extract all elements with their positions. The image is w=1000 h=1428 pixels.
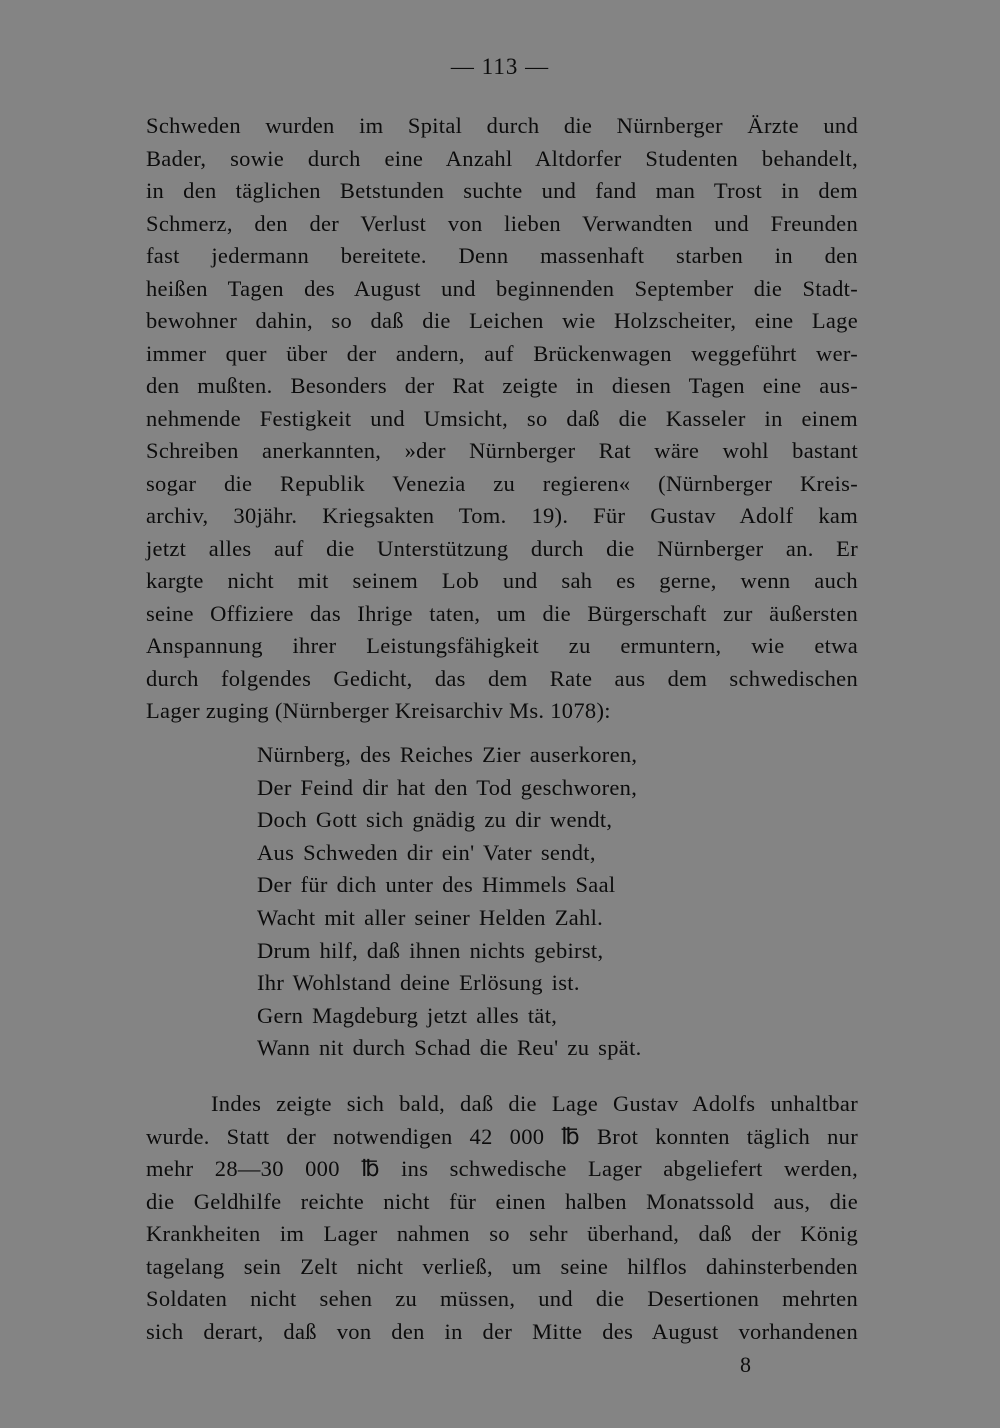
text-line: Krankheiten im Lager nahmen so sehr überhand, daß der König [146,1221,858,1246]
text-line: Anspannung ihrer Leistungsfähigkeit zu ermuntern, wie etwa [146,633,858,658]
poem-verse: Ihr Wohlstand deine Erlösung ist. [257,970,580,996]
poem-verse: Doch Gott sich gnädig zu dir wendt, [257,807,613,833]
text-line: durch folgendes Gedicht, das dem Rate aus dem schwedischen [146,665,858,691]
text-line: in den täglichen Betstunden suchte und fand man Trost in dem [146,178,858,203]
text-line: heißen Tagen des August und beginnenden September die Stadt- [146,275,858,301]
text-line: mehr 28—30 000 ℔ ins schwedische Lager abgeliefert werden, [146,1156,858,1181]
text-line: bewohner dahin, so daß die Leichen wie Holzscheiter, eine Lage [146,308,858,333]
text-line: fast jedermann bereitete. Denn massenhaft starben in den [146,243,858,268]
poem-verse: Wann nit durch Schad die Reu' zu spät. [257,1035,642,1061]
poem-verse: Wacht mit aller seiner Helden Zahl. [257,904,604,930]
page-number: — 113 — [450,54,550,79]
poem-verse: Der für dich unter des Himmels Saal [257,872,616,898]
poem-verse: Drum hilf, daß ihnen nichts gebirst, [257,937,604,963]
text-line: sich derart, daß von den in der Mitte des August vorhandenen [146,1318,858,1344]
text-line: sogar die Republik Venezia zu regieren« (Nürnberger Kreis- [146,470,858,496]
paragraph-2 [146,1088,858,1348]
paragraph-1 [146,110,858,728]
poem-verse: Aus Schweden dir ein' Vater sendt, [257,839,596,865]
text-line: seine Offiziere das Ihrige taten, um die Bürgerschaft zur äußersten [146,600,858,626]
text-line: immer quer über der andern, auf Brückenwagen weggeführt wer- [146,340,858,366]
text-line: tagelang sein Zelt nicht verließ, um seine hilflos dahinsterbenden [146,1253,858,1279]
poem-verse: Nürnberg, des Reiches Zier auserkoren, [257,742,638,767]
text-line: jetzt alles auf die Unterstützung durch die Nürnberger an. Er [146,535,858,561]
text-line: Lager zuging (Nürnberger Kreisarchiv Ms. 1078): [146,698,611,723]
text-line: wurde. Statt der notwendigen 42 000 ℔ Brot konnten täglich nur [146,1123,858,1149]
text-line: die Geldhilfe reichte nicht für einen halben Monatssold aus, die [146,1188,858,1214]
text-line: Indes zeigte sich bald, daß die Lage Gustav Adolfs unhaltbar [211,1091,858,1116]
text-line: Schweden wurden im Spital durch die Nürnberger Ärzte und [146,113,858,138]
signature-mark: 8 [740,1352,751,1377]
poem [257,739,642,1065]
text-line: den mußten. Besonders der Rat zeigte in diesen Tagen eine aus- [146,373,858,398]
poem-verse: Der Feind dir hat den Tod geschworen, [257,774,638,800]
text-line: archiv, 30jähr. Kriegsakten Tom. 19). Für Gustav Adolf kam [146,503,858,528]
text-line: Schreiben anerkannten, »der Nürnberger Rat wäre wohl bastant [146,438,858,463]
text-line: kargte nicht mit seinem Lob und sah es gerne, wenn auch [146,568,858,593]
text-line: nehmende Festigkeit und Umsicht, so daß die Kasseler in einem [146,405,858,431]
text-line: Bader, sowie durch eine Anzahl Altdorfer Studenten behandelt, [146,145,858,171]
poem-verse: Gern Magdeburg jetzt alles tät, [257,1002,558,1028]
text-line: Schmerz, den der Verlust von lieben Verwandten und Freunden [146,210,858,236]
text-line: Soldaten nicht sehen zu müssen, und die Desertionen mehrten [146,1286,858,1311]
